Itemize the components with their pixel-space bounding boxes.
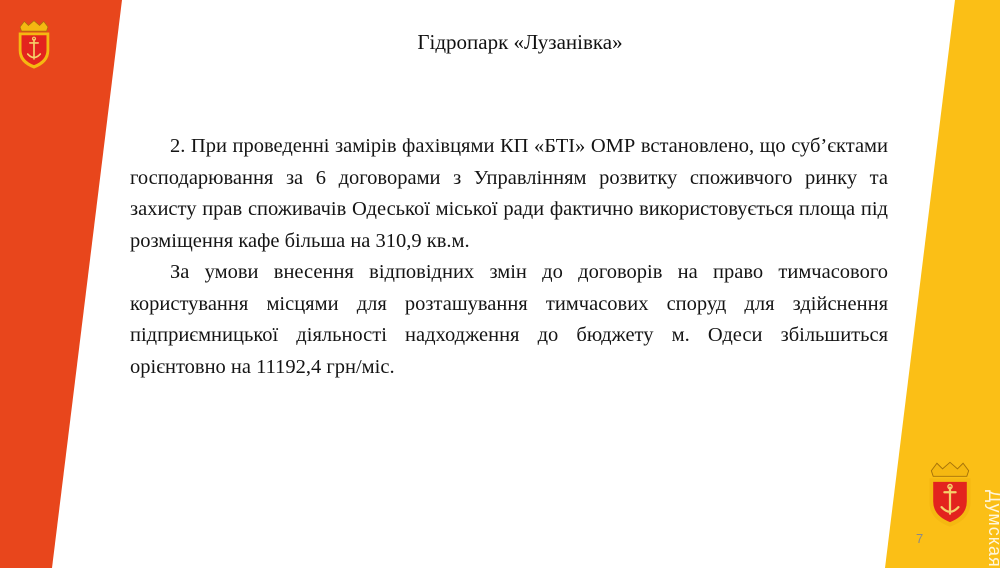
- paragraph: 2. При проведенні замірів фахівцями КП «БТІ» ОМР встановлено, що суб’єктами господарювання за 6 договорами з Управлінням розвитку споживчого ринку та захисту прав споживачів Одеської міської ради фактично використовується площа під розміщення кафе більша на 310,9 кв.м.: [130, 135, 888, 252]
- slide-body: [130, 131, 888, 383]
- slide-title: Гідропарк «Лузанівка»: [417, 30, 623, 54]
- page-number: 7: [916, 531, 924, 546]
- paragraph: За умови внесення відповідних змін до договорів на право тимчасового користування місцями для розташування тимчасових споруд для здійснення підприємницької діяльності надходження до бюджету м. Одеси збільшиться орієнтовно на 11192,4 грн/міс.: [130, 261, 888, 378]
- odesa-coat-of-arms-icon: [13, 20, 55, 70]
- watermark: Думская: [985, 490, 1005, 568]
- odesa-coat-of-arms-icon: [922, 459, 978, 531]
